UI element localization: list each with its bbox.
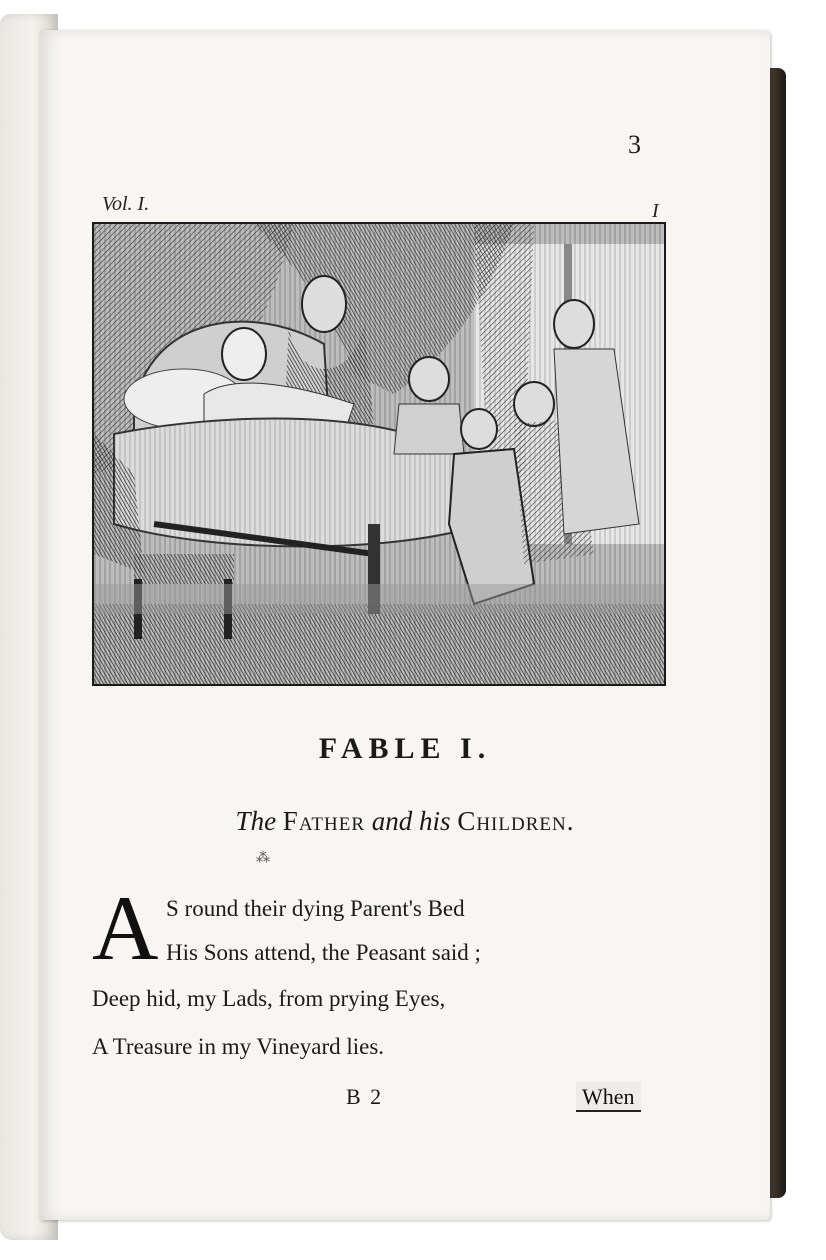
fable-heading: FABLE I. <box>318 732 492 765</box>
plate-number-label: I <box>652 200 659 222</box>
engraving-illustration <box>92 222 666 686</box>
subtitle-and-his: and his <box>371 806 451 836</box>
plate-volume-label: Vol. I. <box>102 193 150 215</box>
page-number: 3 <box>628 130 641 159</box>
signature-mark: B 2 <box>346 1084 384 1109</box>
subtitle-father: Father <box>282 806 366 836</box>
book-page <box>40 30 770 1220</box>
verse-line-4: A Treasure in my Vineyard lies. <box>92 1034 385 1059</box>
subtitle-the: The <box>235 806 277 836</box>
verse-line-2: His Sons attend, the Peasant said ; <box>166 940 481 965</box>
verse-line-1: S round their dying Parent's Bed <box>166 896 465 921</box>
engraving-dying-father-icon <box>94 224 664 684</box>
drop-cap: A <box>92 877 159 979</box>
verse-line-3: Deep hid, my Lads, from prying Eyes, <box>92 986 446 1011</box>
ornament-mark-icon: ⁂ <box>256 850 270 866</box>
catchword: When <box>576 1082 641 1112</box>
subtitle-children: Children. <box>457 806 575 836</box>
fable-subtitle <box>40 806 770 837</box>
